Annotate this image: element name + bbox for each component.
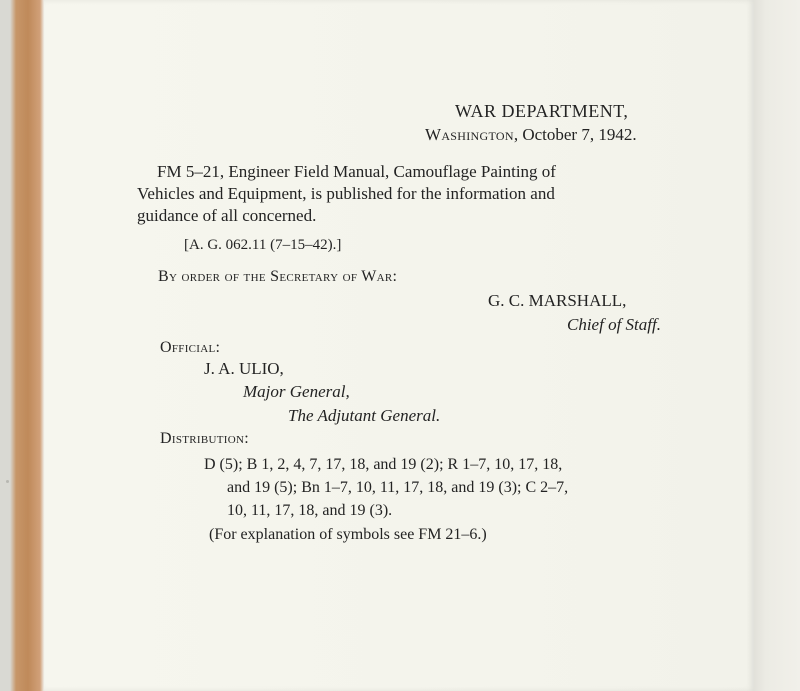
- book-spine-edge: [0, 0, 44, 691]
- distribution-label: Distribution:: [160, 430, 249, 447]
- official-label: Official:: [160, 339, 221, 356]
- distribution-line-1: D (5); B 1, 2, 4, 7, 17, 18, and 19 (2); R 1–7, 10, 17, 18,: [204, 456, 563, 473]
- adjacent-page-edge: [754, 0, 800, 691]
- paragraph-line-2: Vehicles and Equipment, is published for the information and: [137, 184, 555, 203]
- background-speck: [6, 480, 9, 483]
- dateline: [425, 124, 637, 146]
- document-page: [44, 0, 754, 691]
- dateline-date: , October 7, 1942.: [513, 125, 637, 144]
- official-rank: Major General,: [243, 382, 350, 401]
- official-title: The Adjutant General.: [288, 406, 441, 425]
- reference-line: [A. G. 062.11 (7–15–42).]: [184, 237, 342, 253]
- distribution-line-3: 10, 11, 17, 18, and 19 (3).: [227, 502, 393, 519]
- dateline-place: Washington: [425, 125, 514, 144]
- order-line: By order of the Secretary of War:: [158, 268, 398, 285]
- department-heading: WAR DEPARTMENT,: [455, 101, 629, 121]
- paragraph-line-1: FM 5–21, Engineer Field Manual, Camouflage Painting of: [157, 162, 556, 181]
- signature-name: G. C. MARSHALL,: [488, 291, 627, 310]
- distribution-line-2: and 19 (5); Bn 1–7, 10, 11, 17, 18, and 19 (3); C 2–7,: [227, 479, 569, 496]
- paragraph-line-3: guidance of all concerned.: [137, 206, 317, 225]
- official-name: J. A. ULIO,: [204, 359, 284, 378]
- signature-title: Chief of Staff.: [567, 315, 661, 334]
- distribution-note: (For explanation of symbols see FM 21–6.): [209, 526, 487, 543]
